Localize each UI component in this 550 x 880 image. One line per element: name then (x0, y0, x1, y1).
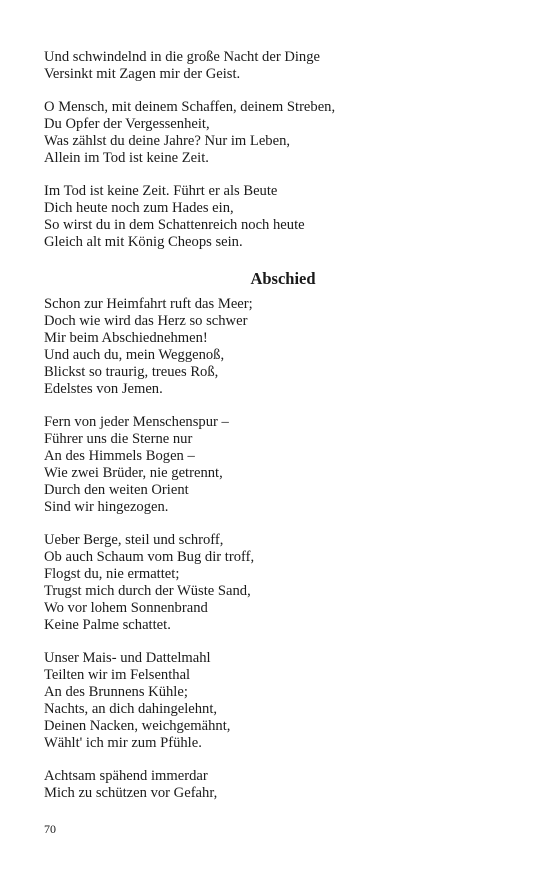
verse-line: Wählt' ich mir zum Pfühle. (44, 735, 202, 751)
stanza (44, 49, 514, 83)
poem-abschied (44, 296, 514, 802)
stanza (44, 296, 514, 398)
verse-line: Schon zur Heimfahrt ruft das Meer; (44, 296, 253, 312)
verse-line: Versinkt mit Zagen mir der Geist. (44, 66, 241, 82)
verse-line: Du Opfer der Vergessenheit, (44, 116, 210, 132)
stanza (44, 768, 514, 802)
stanza (44, 650, 514, 752)
verse-line: Durch den weiten Orient (44, 482, 189, 498)
verse-line: Achtsam spähend immerdar (44, 768, 208, 784)
verse-line: Ueber Berge, steil und schroff, (44, 532, 224, 548)
verse-line: An des Brunnens Kühle; (44, 684, 188, 700)
page-number: 70 (44, 822, 56, 836)
verse-line: Dich heute noch zum Hades ein, (44, 200, 234, 216)
verse-line: Mich zu schützen vor Gefahr, (44, 785, 218, 801)
stanza (44, 99, 514, 167)
poem-title: Abschied (250, 269, 316, 288)
verse-line: O Mensch, mit deinem Schaffen, deinem Streben, (44, 99, 336, 115)
verse-line: Und schwindelnd in die große Nacht der Dinge (44, 49, 320, 65)
verse-line: Wo vor lohem Sonnenbrand (44, 600, 208, 616)
page-text (44, 49, 514, 818)
verse-line: Deinen Nacken, weichgemähnt, (44, 718, 231, 734)
verse-line: Edelstes von Jemen. (44, 381, 163, 397)
verse-line: Allein im Tod ist keine Zeit. (44, 150, 209, 166)
stanza (44, 532, 514, 634)
verse-line: So wirst du in dem Schattenreich noch heute (44, 217, 305, 233)
verse-line: Und auch du, mein Weggenoß, (44, 347, 225, 363)
verse-line: Gleich alt mit König Cheops sein. (44, 234, 243, 250)
verse-line: An des Himmels Bogen – (44, 448, 195, 464)
verse-line: Mir beim Abschiednehmen! (44, 330, 208, 346)
verse-line: Doch wie wird das Herz so schwer (44, 313, 248, 329)
poem-continuation (44, 49, 514, 251)
verse-line: Nachts, an dich dahingelehnt, (44, 701, 218, 717)
verse-line: Blickst so traurig, treues Roß, (44, 364, 219, 380)
verse-line: Führer uns die Sterne nur (44, 431, 193, 447)
verse-line: Ob auch Schaum vom Bug dir troff, (44, 549, 255, 565)
stanza (44, 414, 514, 516)
verse-line: Sind wir hingezogen. (44, 499, 169, 515)
verse-line: Was zählst du deine Jahre? Nur im Leben, (44, 133, 291, 149)
verse-line: Trugst mich durch der Wüste Sand, (44, 583, 251, 599)
verse-line: Teilten wir im Felsenthal (44, 667, 191, 683)
verse-line: Wie zwei Brüder, nie getrennt, (44, 465, 223, 481)
verse-line: Keine Palme schattet. (44, 617, 171, 633)
verse-line: Im Tod ist keine Zeit. Führt er als Beute (44, 183, 278, 199)
verse-line: Flogst du, nie ermattet; (44, 566, 180, 582)
verse-line: Unser Mais- und Dattelmahl (44, 650, 211, 666)
stanza (44, 183, 514, 251)
verse-line: Fern von jeder Menschenspur – (44, 414, 229, 430)
